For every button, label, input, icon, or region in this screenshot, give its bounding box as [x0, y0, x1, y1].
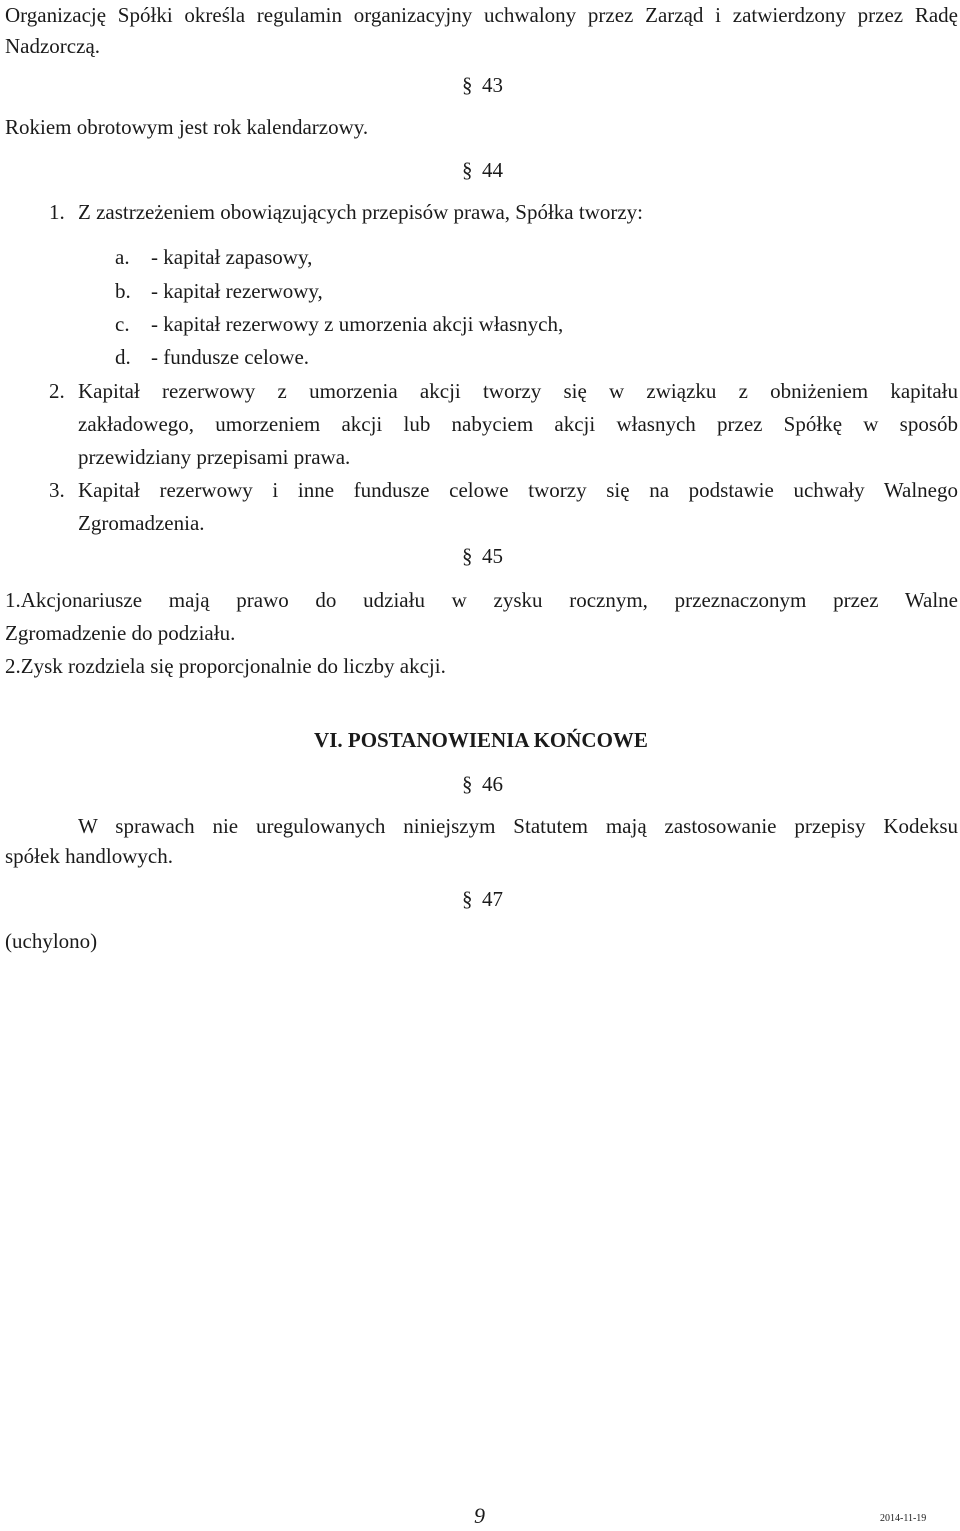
list-item-d	[115, 342, 309, 373]
section-sign-icon: §	[462, 73, 473, 97]
paragraph-45-item-2: 2.Zysk rozdziela się proporcjonalnie do liczby akcji.	[5, 654, 446, 678]
list-letter: d.	[115, 345, 131, 369]
list-text: - kapitał zapasowy,	[151, 245, 313, 269]
list-letter: b.	[115, 279, 131, 303]
paragraph-number: 44	[482, 158, 503, 182]
paragraph-number: 45	[482, 544, 503, 568]
paragraph-46-line-2: spółek handlowych.	[5, 844, 173, 868]
list-item-b	[115, 276, 323, 307]
item-text: Kapitał rezerwowy i inne fundusze celowe tworzy się na podstawie uchwały Walnego	[78, 478, 958, 502]
list-text: - kapitał rezerwowy z umorzenia akcji własnych,	[151, 312, 564, 336]
page-number: 9	[474, 1503, 485, 1528]
paragraph-number: 47	[482, 887, 503, 911]
item-text: Kapitał rezerwowy z umorzenia akcji tworzy się w związku z obniżeniem kapitału	[78, 379, 958, 403]
list-text: - fundusze celowe.	[151, 345, 310, 369]
item-number: 1.	[49, 200, 65, 224]
section-sign-icon: §	[462, 887, 473, 911]
paragraph-44-item-2-line-2: zakładowego, umorzeniem akcji lub nabyciem akcji własnych przez Spółkę w sposób	[78, 412, 958, 436]
list-text: - kapitał rezerwowy,	[151, 279, 323, 303]
paragraph-45-item-1-line-2: Zgromadzenie do podziału.	[5, 621, 236, 645]
paragraph-43-text: Rokiem obrotowym jest rok kalendarzowy.	[5, 115, 369, 139]
paragraph-44-heading	[462, 155, 503, 186]
section-sign-icon: §	[462, 158, 473, 182]
paragraph-44-item-1	[49, 197, 958, 228]
list-letter: a.	[115, 245, 130, 269]
paragraph-44-item-3-line-2: Zgromadzenia.	[78, 511, 205, 535]
section-title	[0, 725, 960, 756]
list-item-c	[115, 309, 563, 340]
section-title-text: VI. POSTANOWIENIA KOŃCOWE	[314, 728, 648, 752]
intro-line-2: Nadzorczą.	[5, 34, 101, 58]
paragraph-number: 46	[482, 772, 503, 796]
footer-date: 2014-11-19	[880, 1513, 927, 1524]
paragraph-46-line-1: W sprawach nie uregulowanych niniejszym Statutem mają zastosowanie przepisy Kodeksu	[78, 814, 958, 838]
item-number: 3.	[49, 478, 65, 502]
item-text: Z zastrzeżeniem obowiązujących przepisów prawa, Spółka tworzy:	[78, 200, 644, 224]
paragraph-47-heading	[462, 884, 503, 915]
paragraph-44-item-2-line-3: przewidziany przepisami prawa.	[78, 445, 351, 469]
intro-line-1: Organizację Spółki określa regulamin organizacyjny uchwalony przez Zarząd i zatwierdzony przez Radę	[5, 3, 958, 27]
paragraph-45-heading	[462, 541, 503, 572]
paragraph-44-item-2-line-1	[49, 376, 958, 407]
paragraph-43-heading	[462, 70, 503, 101]
paragraph-45-item-1-line-1: 1.Akcjonariusze mają prawo do udziału w zysku rocznym, przeznaczonym przez Walne	[5, 588, 958, 612]
paragraph-47-text: (uchylono)	[5, 929, 98, 953]
paragraph-number: 43	[482, 73, 503, 97]
paragraph-44-item-3-line-1	[49, 475, 958, 506]
paragraph-46-heading	[462, 769, 503, 800]
item-number: 2.	[49, 379, 65, 403]
section-sign-icon: §	[462, 544, 473, 568]
list-letter: c.	[115, 312, 130, 336]
section-sign-icon: §	[462, 772, 473, 796]
list-item-a	[115, 242, 312, 273]
